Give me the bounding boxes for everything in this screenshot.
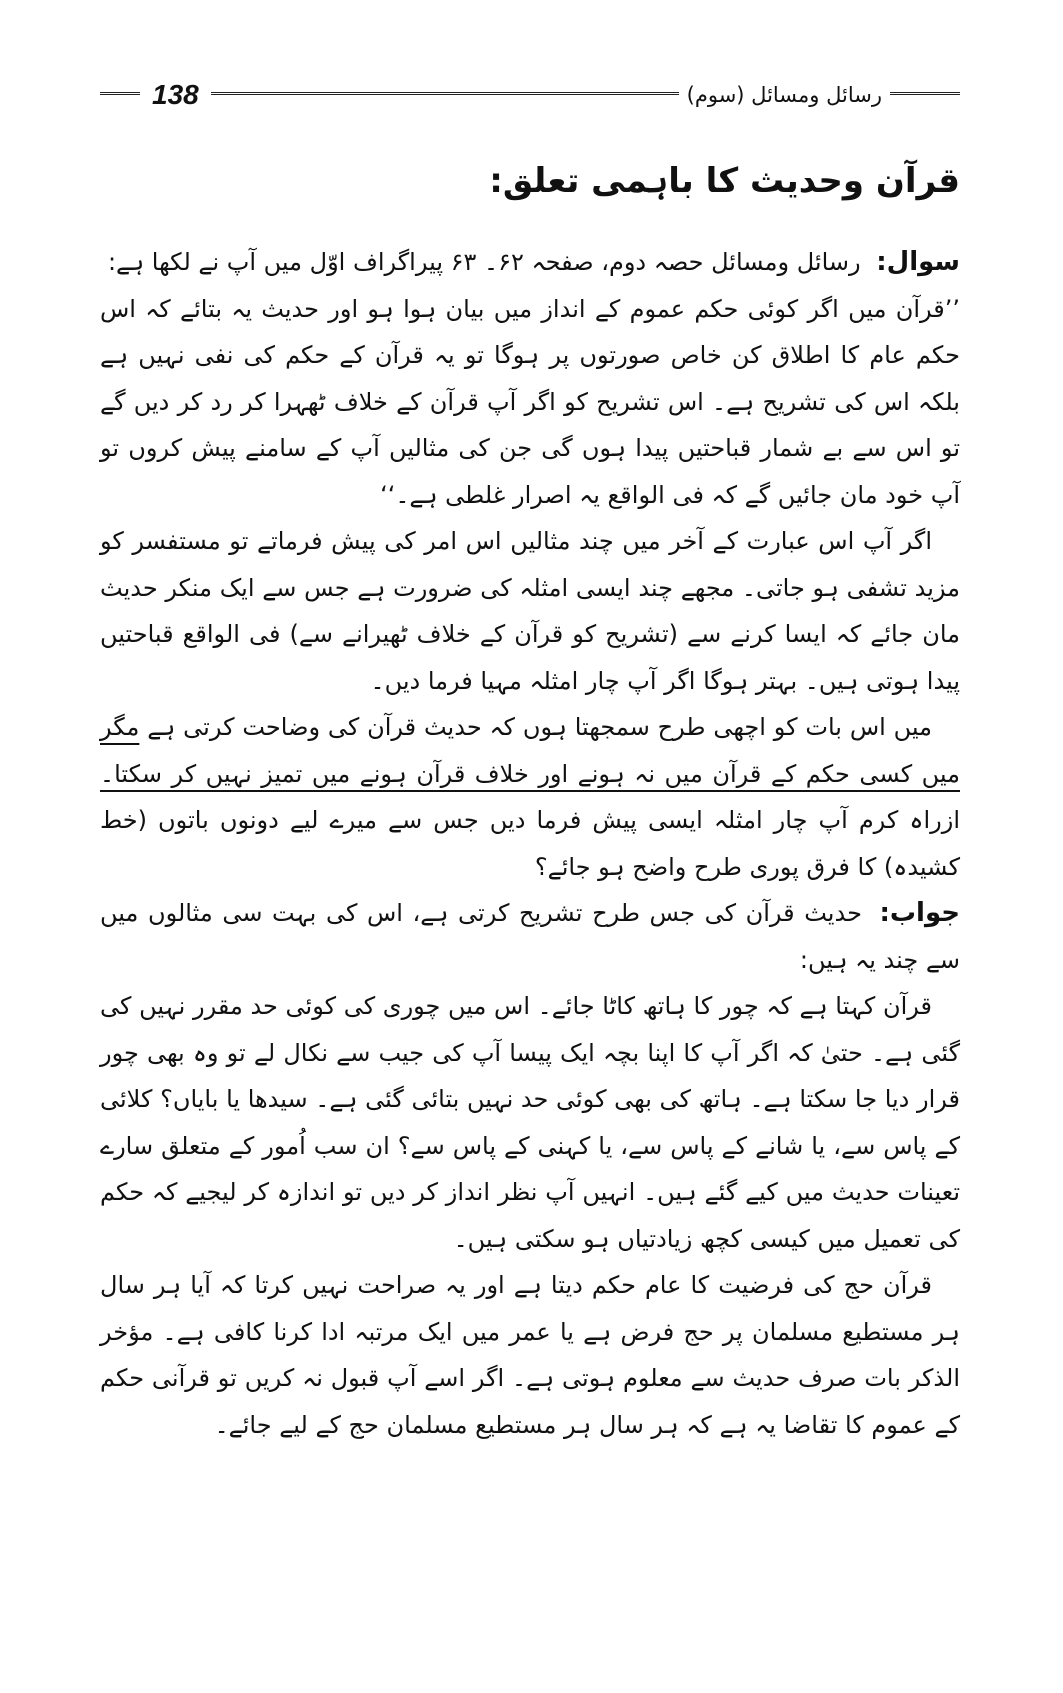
header-rule-left (100, 92, 140, 98)
question-paragraph-3 (100, 704, 960, 890)
question-para3-underlined: مگر میں کسی حکم کے قرآن میں نہ ہونے اور خلاف قرآن ہونے میں تمیز نہیں کر سکتا۔ (100, 713, 960, 788)
answer-intro-text: حدیث قرآن کی جس طرح تشریح کرتی ہے، اس کی بہت سی مثالوں میں سے چند یہ ہیں: (100, 899, 960, 974)
question-paragraph-2: اگر آپ اس عبارت کے آخر میں چند مثالیں اس امر کی پیش فرماتے تو مستفسر کو مزید تشفی ہو جاتی۔ مجھے چند ایسی امثلہ کی ضرورت ہے جس سے ایک منکر حدیث مان جائے کہ ایسا کرنے سے (تشریح کو قرآن کے خلاف ٹھیرانے سے) فی الواقع قباحتیں پیدا ہوتی ہیں۔ بہتر ہوگا اگر آپ چار امثلہ مہیا فرما دیں۔ (100, 527, 960, 695)
answer-paragraph-2: قرآن حج کی فرضیت کا عام حکم دیتا ہے اور یہ صراحت نہیں کرتا کہ آیا ہر سال ہر مستطیع مسلمان پر حج فرض ہے یا عمر میں ایک مرتبہ ادا کرنا کافی ہے۔ مؤخر الذکر بات صرف حدیث سے معلوم ہوتی ہے۔ اگر اسے آپ قبول نہ کریں تو قرآنی حکم کے عموم کا تقاضا یہ ہے کہ ہر سال ہر مستطیع مسلمان حج کے لیے جائے۔ (100, 1271, 960, 1439)
page-body (100, 239, 960, 1448)
running-title: رسائل ومسائل (سوم) (686, 83, 882, 107)
book-page (100, 70, 960, 1570)
header-rule-right (890, 92, 960, 98)
question-para3-end: ازراہ کرم آپ چار امثلہ ایسی پیش فرما دیں جس سے میرے لیے دونوں باتوں (خط کشیدہ) کا فرق پوری طرح واضح ہو جائے؟ (100, 806, 960, 881)
answer-label: جواب: (879, 898, 960, 928)
header-rule-middle (211, 92, 679, 98)
section-heading: قرآن وحدیث کا باہمی تعلق: (489, 161, 960, 201)
page-header (100, 70, 960, 120)
question-quote: ’’قرآن میں اگر کوئی حکم عموم کے انداز میں بیان ہوا ہو اور حدیث یہ بتائے کہ اس حکم عام کا اطلاق کن خاص صورتوں پر ہوگا تو یہ قرآن کے حکم کی نفی نہیں ہے بلکہ اس کی تشریح ہے۔ اس تشریح کو اگر آپ قرآن کے خلاف ٹھہرا کر رد کر دیں گے تو اس سے بے شمار قباحتیں پیدا ہوں گی جن کی مثالیں آپ کے سامنے پیش کروں تو آپ خود مان جائیں گے کہ فی الواقع یہ اصرار غلطی ہے۔‘‘ (100, 294, 960, 509)
question-intro (100, 239, 960, 286)
answer-intro (100, 890, 960, 983)
question-label: سوال: (876, 247, 960, 277)
question-intro-text: رسائل ومسائل حصہ دوم، صفحہ ۶۲۔ ۶۳ پیراگراف اوّل میں آپ نے لکھا ہے: (107, 248, 861, 276)
answer-paragraph-1: قرآن کہتا ہے کہ چور کا ہاتھ کاٹا جائے۔ اس میں چوری کی کوئی حد مقرر نہیں کی گئی ہے۔ حتیٰ کہ اگر آپ کا اپنا بچہ ایک پیسا آپ کی جیب سے نکال لے تو وہ بھی چور قرار دیا جا سکتا ہے۔ ہاتھ کی بھی کوئی حد نہیں بتائی گئی ہے۔ سیدھا یا بایاں؟ کلائی کے پاس سے، یا شانے کے پاس سے، یا کہنی کے پاس سے؟ ان سب اُمور کے متعلق سارے تعینات حدیث میں کیے گئے ہیں۔ انہیں آپ نظر انداز کر دیں تو اندازہ کر لیجیے کہ حکم کی تعمیل میں کیسی کچھ زیادتیاں ہو سکتی ہیں۔ (100, 992, 960, 1253)
question-para3-start: میں اس بات کو اچھی طرح سمجھتا ہوں کہ حدیث قرآن کی وضاحت کرتی ہے (147, 713, 932, 741)
page-number: 138 (152, 79, 199, 110)
